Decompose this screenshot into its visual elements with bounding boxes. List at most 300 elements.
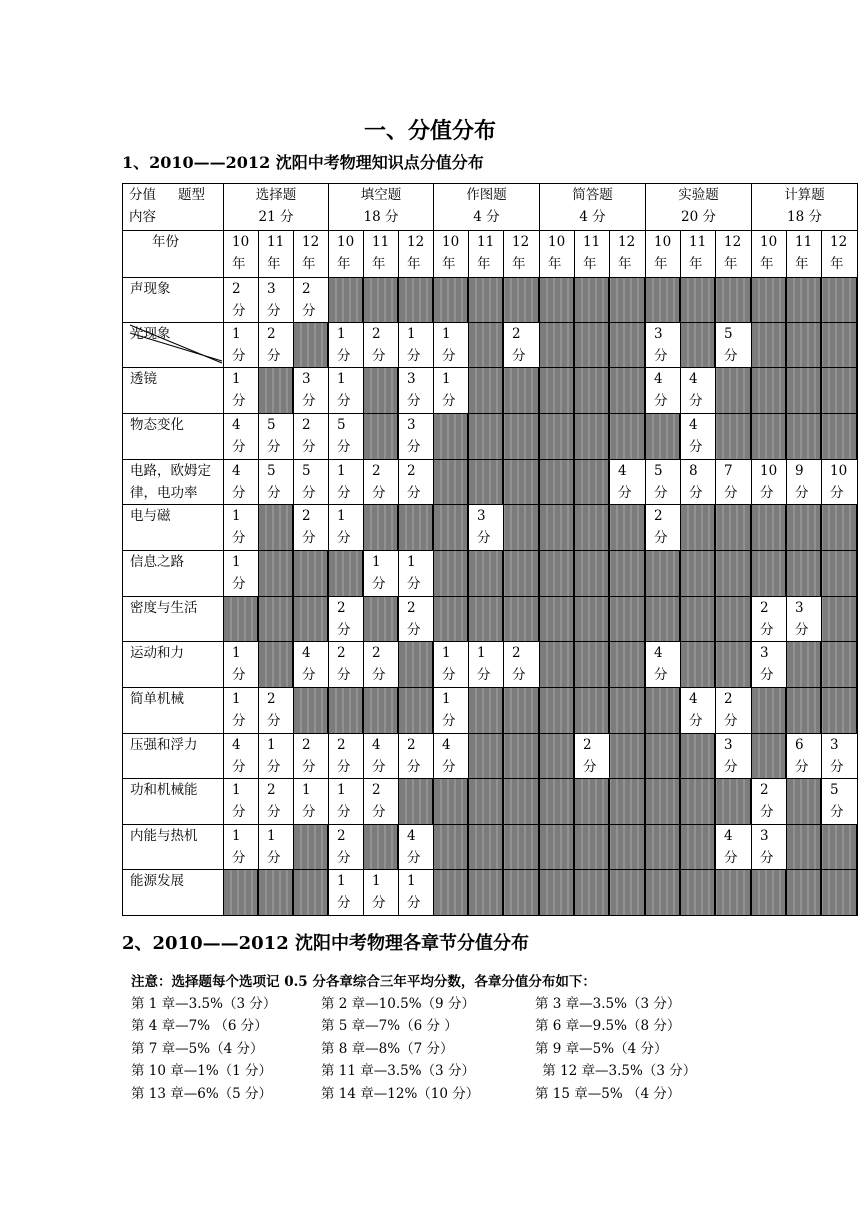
score-cell: 2 分	[329, 825, 364, 870]
shaded-empty-cell	[681, 323, 716, 368]
table-row	[123, 825, 858, 870]
shaded-empty-cell	[610, 551, 646, 597]
shaded-empty-cell	[540, 368, 575, 414]
chapter-score-item: 第 5 章—7%（6 分 ）	[321, 1018, 458, 1034]
year-cell: 11 年	[259, 231, 294, 278]
shaded-empty-cell	[787, 323, 822, 368]
score-cell: 1 分	[329, 323, 364, 368]
question-type-score: 18 分	[363, 209, 399, 225]
year-cell: 10 年	[540, 231, 575, 278]
question-type-name: 简答题	[572, 187, 613, 203]
chapter-score-item: 第 15 章—5% （4 分）	[535, 1086, 681, 1102]
score-cell: 4 分	[224, 414, 259, 460]
shaded-empty-cell	[610, 505, 646, 551]
score-cell: 4 分	[646, 642, 681, 688]
page-title: 一、分值分布	[363, 118, 496, 144]
score-cell: 7 分	[716, 460, 752, 505]
shaded-empty-cell	[822, 688, 858, 734]
score-cell: 1 分	[259, 825, 294, 870]
score-cell: 3 分	[646, 323, 681, 368]
score-cell: 2 分	[259, 779, 294, 825]
score-cell: 3 分	[716, 734, 752, 779]
shaded-empty-cell	[787, 414, 822, 460]
score-cell: 2 分	[504, 323, 540, 368]
shaded-empty-cell	[364, 597, 399, 642]
shaded-empty-cell	[575, 414, 610, 460]
shaded-empty-cell	[681, 870, 716, 916]
shaded-empty-cell	[575, 368, 610, 414]
shaded-empty-cell	[575, 779, 610, 825]
shaded-empty-cell	[610, 642, 646, 688]
shaded-empty-cell	[434, 597, 469, 642]
shaded-empty-cell	[434, 551, 469, 597]
score-cell: 2 分	[329, 734, 364, 779]
section-2-heading: 2、2010——2012 沈阳中考物理各章节分值分布	[122, 933, 529, 954]
shaded-empty-cell	[822, 825, 858, 870]
shaded-empty-cell	[787, 551, 822, 597]
shaded-empty-cell	[610, 688, 646, 734]
knowledge-point-name: 电与磁	[123, 505, 224, 551]
shaded-empty-cell	[575, 825, 610, 870]
shaded-empty-cell	[469, 597, 504, 642]
shaded-empty-cell	[822, 278, 858, 323]
shaded-empty-cell	[504, 278, 540, 323]
table-row	[123, 323, 858, 368]
year-cell: 12 年	[504, 231, 540, 278]
chapter-score-item: 第 3 章—3.5%（3 分）	[535, 996, 681, 1012]
shaded-empty-cell	[681, 551, 716, 597]
shaded-empty-cell	[294, 323, 329, 368]
shaded-empty-cell	[504, 825, 540, 870]
shaded-empty-cell	[716, 870, 752, 916]
score-cell: 1 分	[224, 688, 259, 734]
shaded-empty-cell	[787, 368, 822, 414]
shaded-empty-cell	[469, 825, 504, 870]
chapter-score-item: 第 10 章—1%（1 分）	[131, 1063, 273, 1079]
shaded-empty-cell	[364, 368, 399, 414]
chapter-score-item: 第 9 章—5%（4 分）	[535, 1041, 668, 1057]
score-cell: 2 分	[329, 597, 364, 642]
score-cell: 2 分	[259, 323, 294, 368]
score-cell: 4 分	[399, 825, 434, 870]
shaded-empty-cell	[610, 734, 646, 779]
year-cell: 11 年	[364, 231, 399, 278]
shaded-empty-cell	[681, 825, 716, 870]
score-cell: 4 分	[681, 688, 716, 734]
shaded-empty-cell	[752, 368, 787, 414]
score-cell: 4 分	[681, 414, 716, 460]
score-distribution-table	[122, 183, 858, 916]
shaded-empty-cell	[646, 597, 681, 642]
shaded-empty-cell	[540, 870, 575, 916]
score-cell: 3 分	[752, 642, 787, 688]
score-cell: 2 分	[294, 414, 329, 460]
shaded-empty-cell	[716, 551, 752, 597]
score-cell: 1 分	[224, 642, 259, 688]
shaded-empty-cell	[259, 870, 294, 916]
shaded-empty-cell	[752, 870, 787, 916]
shaded-empty-cell	[575, 551, 610, 597]
score-cell: 1 分	[399, 551, 434, 597]
shaded-empty-cell	[399, 505, 434, 551]
score-cell: 1 分	[399, 870, 434, 916]
note-text: 注意：选择题每个选项记 0.5 分各章综合三年平均分数，各章分值分布如下：	[131, 974, 596, 990]
shaded-empty-cell	[434, 414, 469, 460]
header-label-fenzhi: 分值	[129, 187, 156, 203]
knowledge-point-name: 能源发展	[123, 870, 224, 916]
table-row	[123, 460, 858, 505]
shaded-empty-cell	[575, 460, 610, 505]
knowledge-point-name: 密度与生活	[123, 597, 224, 642]
shaded-empty-cell	[469, 414, 504, 460]
shaded-empty-cell	[575, 642, 610, 688]
year-cell: 10 年	[224, 231, 259, 278]
table-row	[123, 368, 858, 414]
knowledge-point-name: 简单机械	[123, 688, 224, 734]
shaded-empty-cell	[504, 505, 540, 551]
score-cell: 1 分	[329, 779, 364, 825]
shaded-empty-cell	[540, 323, 575, 368]
chapter-score-item: 第 11 章—3.5%（3 分）	[321, 1063, 475, 1079]
year-cell: 11 年	[469, 231, 504, 278]
score-cell: 1 分	[329, 368, 364, 414]
shaded-empty-cell	[540, 551, 575, 597]
score-cell: 3 分	[787, 597, 822, 642]
score-cell: 1 分	[329, 505, 364, 551]
shaded-empty-cell	[610, 323, 646, 368]
score-cell: 1 分	[329, 870, 364, 916]
shaded-empty-cell	[504, 551, 540, 597]
shaded-empty-cell	[646, 734, 681, 779]
shaded-empty-cell	[259, 642, 294, 688]
shaded-empty-cell	[294, 870, 329, 916]
knowledge-point-name: 透镜	[123, 368, 224, 414]
score-cell: 2 分	[399, 597, 434, 642]
score-cell: 2 分	[716, 688, 752, 734]
shaded-empty-cell	[610, 414, 646, 460]
year-cell: 12 年	[716, 231, 752, 278]
score-cell: 3 分	[399, 414, 434, 460]
score-cell: 2 分	[646, 505, 681, 551]
knowledge-point-name: 功和机械能	[123, 779, 224, 825]
shaded-empty-cell	[681, 278, 716, 323]
header-label-neirong: 内容	[129, 209, 156, 225]
score-cell: 2 分	[294, 278, 329, 323]
shaded-empty-cell	[540, 414, 575, 460]
shaded-empty-cell	[681, 734, 716, 779]
chapter-score-item: 第 6 章—9.5%（8 分）	[535, 1018, 681, 1034]
score-cell: 4 分	[716, 825, 752, 870]
shaded-empty-cell	[434, 779, 469, 825]
diagonal-slash-lines	[122, 323, 224, 371]
question-type-score: 20 分	[681, 209, 716, 225]
shaded-empty-cell	[434, 278, 469, 323]
score-cell: 2 分	[364, 642, 399, 688]
shaded-empty-cell	[364, 414, 399, 460]
year-cell: 12 年	[822, 231, 858, 278]
shaded-empty-cell	[294, 688, 329, 734]
chapter-score-item: 第 14 章—12%（10 分）	[321, 1086, 480, 1102]
score-cell: 4 分	[646, 368, 681, 414]
year-cell: 12 年	[610, 231, 646, 278]
shaded-empty-cell	[259, 551, 294, 597]
table-row	[123, 779, 858, 825]
shaded-empty-cell	[575, 597, 610, 642]
shaded-empty-cell	[681, 597, 716, 642]
shaded-empty-cell	[822, 642, 858, 688]
table-row	[123, 597, 858, 642]
question-type-score: 18 分	[787, 209, 822, 225]
question-type-header	[329, 184, 434, 231]
score-cell: 3 分	[752, 825, 787, 870]
shaded-empty-cell	[575, 278, 610, 323]
score-cell: 5 分	[259, 460, 294, 505]
score-cell: 3 分	[822, 734, 858, 779]
score-cell: 2 分	[294, 734, 329, 779]
shaded-empty-cell	[716, 597, 752, 642]
year-cell: 10 年	[752, 231, 787, 278]
score-cell: 5 分	[822, 779, 858, 825]
score-cell: 10 分	[822, 460, 858, 505]
shaded-empty-cell	[504, 414, 540, 460]
shaded-empty-cell	[469, 870, 504, 916]
score-cell: 5 分	[646, 460, 681, 505]
section-1-heading: 1、2010——2012 沈阳中考物理知识点分值分布	[122, 153, 484, 172]
score-cell: 4 分	[294, 642, 329, 688]
shaded-empty-cell	[716, 505, 752, 551]
knowledge-point-name: 电路，欧姆定 律，电功率	[123, 460, 224, 505]
shaded-empty-cell	[646, 551, 681, 597]
shaded-empty-cell	[329, 688, 364, 734]
chapter-score-item: 第 13 章—6%（5 分）	[131, 1086, 273, 1102]
shaded-empty-cell	[540, 688, 575, 734]
score-cell: 3 分	[294, 368, 329, 414]
score-cell: 1 分	[434, 688, 469, 734]
shaded-empty-cell	[575, 505, 610, 551]
year-cell: 10 年	[329, 231, 364, 278]
score-cell: 4 分	[610, 460, 646, 505]
score-cell: 1 分	[329, 460, 364, 505]
shaded-empty-cell	[646, 278, 681, 323]
header-corner-cell	[123, 184, 224, 231]
score-cell: 5 分	[329, 414, 364, 460]
shaded-empty-cell	[294, 551, 329, 597]
table-row	[123, 505, 858, 551]
shaded-empty-cell	[224, 597, 259, 642]
knowledge-point-name: 压强和浮力	[123, 734, 224, 779]
knowledge-point-name: 信息之路	[123, 551, 224, 597]
score-cell: 1 分	[434, 642, 469, 688]
shaded-empty-cell	[504, 460, 540, 505]
score-cell: 1 分	[224, 368, 259, 414]
chapter-score-item: 第 12 章—3.5%（3 分）	[538, 1063, 697, 1079]
question-type-header	[646, 184, 752, 231]
shaded-empty-cell	[540, 734, 575, 779]
shaded-empty-cell	[646, 779, 681, 825]
shaded-empty-cell	[822, 870, 858, 916]
shaded-empty-cell	[646, 825, 681, 870]
shaded-empty-cell	[540, 642, 575, 688]
shaded-empty-cell	[294, 825, 329, 870]
shaded-empty-cell	[822, 323, 858, 368]
shaded-empty-cell	[787, 870, 822, 916]
shaded-empty-cell	[434, 825, 469, 870]
chapter-score-item: 第 8 章—8%（7 分）	[321, 1041, 454, 1057]
shaded-empty-cell	[504, 870, 540, 916]
shaded-empty-cell	[329, 278, 364, 323]
shaded-empty-cell	[540, 505, 575, 551]
score-cell: 4 分	[364, 734, 399, 779]
score-cell: 1 分	[434, 368, 469, 414]
score-cell: 1 分	[469, 642, 504, 688]
shaded-empty-cell	[259, 368, 294, 414]
score-cell: 3 分	[469, 505, 504, 551]
shaded-empty-cell	[752, 688, 787, 734]
knowledge-point-name: 运动和力	[123, 642, 224, 688]
score-cell: 1 分	[259, 734, 294, 779]
shaded-empty-cell	[399, 688, 434, 734]
score-cell: 9 分	[787, 460, 822, 505]
header-label-tixing: 题型	[178, 187, 205, 203]
shaded-empty-cell	[752, 414, 787, 460]
year-cell: 12 年	[399, 231, 434, 278]
score-cell: 2 分	[364, 323, 399, 368]
score-cell: 4 分	[224, 460, 259, 505]
shaded-empty-cell	[434, 460, 469, 505]
shaded-empty-cell	[540, 779, 575, 825]
question-type-score: 21 分	[258, 209, 294, 225]
shaded-empty-cell	[575, 323, 610, 368]
question-type-name: 填空题	[360, 187, 402, 203]
shaded-empty-cell	[504, 597, 540, 642]
shaded-empty-cell	[610, 278, 646, 323]
score-cell: 2 分	[364, 779, 399, 825]
question-type-score: 4 分	[473, 209, 500, 225]
score-cell: 4 分	[224, 734, 259, 779]
score-cell: 2 分	[752, 597, 787, 642]
shaded-empty-cell	[364, 688, 399, 734]
table-row	[123, 414, 858, 460]
question-type-header	[434, 184, 540, 231]
shaded-empty-cell	[610, 368, 646, 414]
shaded-empty-cell	[504, 734, 540, 779]
shaded-empty-cell	[469, 734, 504, 779]
question-type-name: 实验题	[678, 187, 719, 203]
score-cell: 10 分	[752, 460, 787, 505]
shaded-empty-cell	[294, 597, 329, 642]
table-row	[123, 734, 858, 779]
shaded-empty-cell	[329, 551, 364, 597]
question-type-name: 计算题	[784, 187, 825, 203]
table-row	[123, 870, 858, 916]
shaded-empty-cell	[434, 870, 469, 916]
shaded-empty-cell	[399, 278, 434, 323]
score-cell: 1 分	[224, 779, 259, 825]
question-type-header	[540, 184, 646, 231]
knowledge-point-name: 内能与热机	[123, 825, 224, 870]
shaded-empty-cell	[822, 505, 858, 551]
score-cell: 1 分	[224, 551, 259, 597]
score-cell: 1 分	[294, 779, 329, 825]
chapter-score-item: 第 7 章—5%（4 分）	[131, 1041, 264, 1057]
score-cell: 1 分	[364, 551, 399, 597]
shaded-empty-cell	[364, 825, 399, 870]
shaded-empty-cell	[224, 870, 259, 916]
knowledge-point-name: 光现象	[123, 323, 224, 368]
shaded-empty-cell	[469, 551, 504, 597]
shaded-empty-cell	[610, 597, 646, 642]
shaded-empty-cell	[787, 642, 822, 688]
score-cell: 2 分	[399, 460, 434, 505]
shaded-empty-cell	[364, 278, 399, 323]
shaded-empty-cell	[716, 278, 752, 323]
shaded-empty-cell	[787, 825, 822, 870]
score-cell: 5 分	[259, 414, 294, 460]
shaded-empty-cell	[504, 779, 540, 825]
score-cell: 8 分	[681, 460, 716, 505]
shaded-empty-cell	[787, 779, 822, 825]
score-cell: 2 分	[364, 460, 399, 505]
question-type-name: 作图题	[466, 187, 507, 203]
shaded-empty-cell	[787, 505, 822, 551]
question-type-header	[752, 184, 858, 231]
score-cell: 1 分	[224, 323, 259, 368]
shaded-empty-cell	[681, 642, 716, 688]
shaded-empty-cell	[469, 460, 504, 505]
shaded-empty-cell	[752, 323, 787, 368]
shaded-empty-cell	[364, 505, 399, 551]
score-cell: 2 分	[575, 734, 610, 779]
shaded-empty-cell	[716, 414, 752, 460]
year-cell: 12 年	[294, 231, 329, 278]
shaded-empty-cell	[434, 505, 469, 551]
question-type-name: 选择题	[255, 187, 297, 203]
year-cell: 11 年	[575, 231, 610, 278]
score-cell: 4 分	[434, 734, 469, 779]
shaded-empty-cell	[752, 551, 787, 597]
score-cell: 2 分	[294, 505, 329, 551]
shaded-empty-cell	[752, 278, 787, 323]
score-cell: 1 分	[224, 505, 259, 551]
year-cell: 11 年	[681, 231, 716, 278]
shaded-empty-cell	[716, 779, 752, 825]
shaded-empty-cell	[716, 368, 752, 414]
shaded-empty-cell	[469, 323, 504, 368]
shaded-empty-cell	[822, 551, 858, 597]
score-cell: 1 分	[224, 825, 259, 870]
shaded-empty-cell	[787, 278, 822, 323]
table-row	[123, 642, 858, 688]
question-type-header	[224, 184, 329, 231]
year-label-cell: 年份	[123, 231, 224, 278]
score-cell: 1 分	[364, 870, 399, 916]
shaded-empty-cell	[504, 688, 540, 734]
score-cell: 1 分	[399, 323, 434, 368]
shaded-empty-cell	[716, 642, 752, 688]
score-cell: 2 分	[399, 734, 434, 779]
shaded-empty-cell	[787, 688, 822, 734]
score-cell: 2 分	[224, 278, 259, 323]
shaded-empty-cell	[469, 688, 504, 734]
shaded-empty-cell	[540, 597, 575, 642]
year-cell: 10 年	[434, 231, 469, 278]
question-type-score: 4 分	[579, 209, 606, 225]
year-cell: 11 年	[787, 231, 822, 278]
score-cell: 1 分	[434, 323, 469, 368]
shaded-empty-cell	[504, 368, 540, 414]
shaded-empty-cell	[540, 278, 575, 323]
score-cell: 2 分	[752, 779, 787, 825]
